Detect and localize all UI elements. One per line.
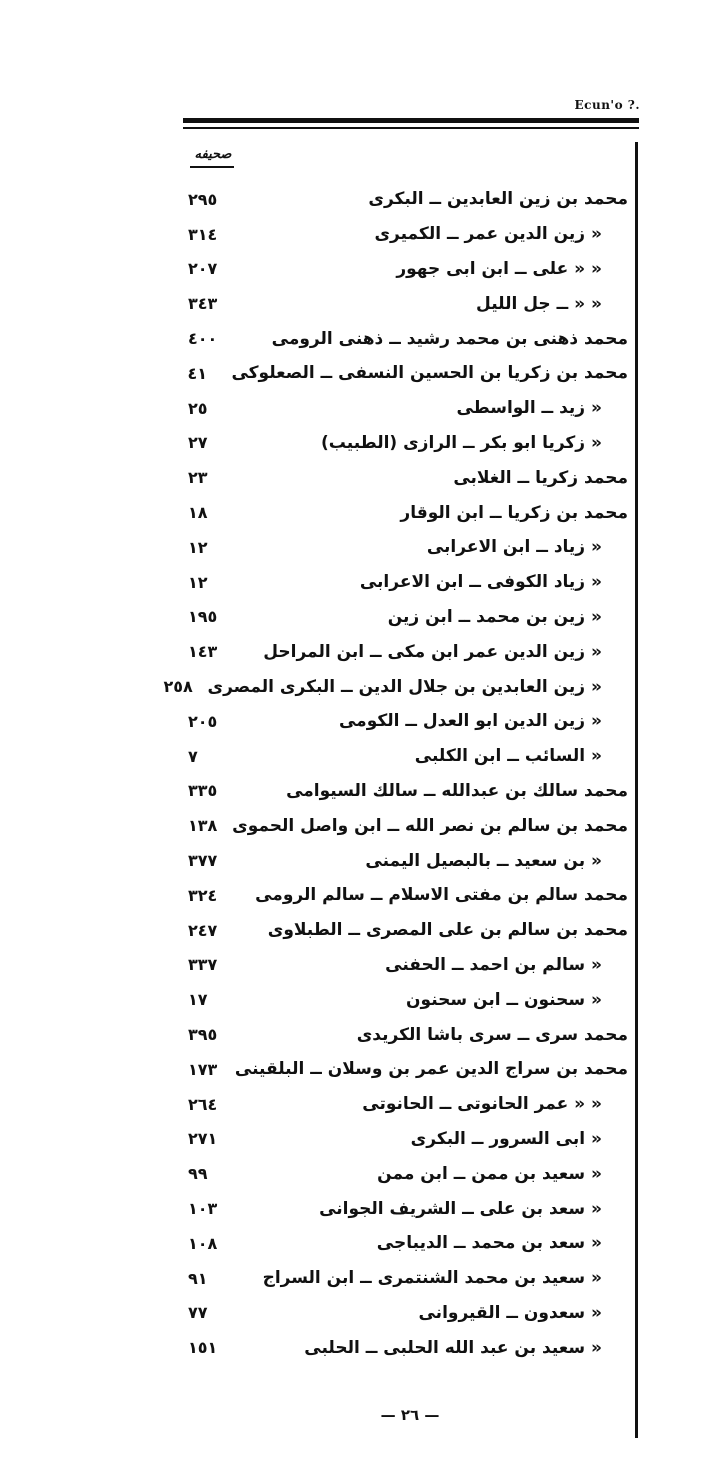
index-entry xyxy=(188,1296,628,1331)
entry-name: محمد سالم بن مفتى الاسلام ــ سالم الرومى xyxy=(255,885,628,906)
entry-page-number: ٧ xyxy=(188,746,198,766)
entry-page-number: ٢٩٥ xyxy=(188,189,218,209)
index-entry xyxy=(188,286,628,321)
index-entry xyxy=(188,391,628,426)
index-entry xyxy=(188,460,628,495)
entry-page-number: ١٣٨ xyxy=(188,816,218,836)
index-list xyxy=(163,182,628,1365)
entry-page-number: ٢٣ xyxy=(188,468,208,488)
entry-name: محمد زكريا ــ الغلابى xyxy=(453,467,628,488)
entry-page-number: ٣٢٤ xyxy=(188,885,218,905)
entry-page-number: ٤٠٠ xyxy=(188,329,218,349)
index-entry xyxy=(188,530,628,565)
entry-name: « « ــ جل الليل xyxy=(476,293,602,314)
index-entry xyxy=(188,948,628,983)
index-entry xyxy=(188,1087,628,1122)
index-entry xyxy=(188,1330,628,1365)
index-entry xyxy=(188,356,628,391)
entry-page-number: ٢٦٤ xyxy=(188,1094,218,1114)
index-entry xyxy=(188,634,628,669)
index-entry xyxy=(188,426,628,461)
index-entry xyxy=(188,1191,628,1226)
entry-page-number: ١٧٣ xyxy=(188,1059,218,1079)
entry-name: « سعد بن محمد ــ الديباجى xyxy=(376,1233,602,1254)
entry-name: « سحنون ــ ابن سحنون xyxy=(406,989,602,1010)
index-entry xyxy=(188,808,628,843)
page-column-header: صحيفه xyxy=(194,147,232,162)
entry-page-number: ٣١٤ xyxy=(188,224,218,244)
entry-name: « زين الدين ابو العدل ــ الكومى xyxy=(338,711,602,732)
entry-name: « سعدون ــ القيروانى xyxy=(418,1302,602,1323)
entry-page-number: ٢٠٥ xyxy=(188,711,218,731)
index-entry xyxy=(188,217,628,252)
entry-page-number: ١٩٥ xyxy=(188,607,218,627)
entry-name: « زين الدين عمر ــ الكميرى xyxy=(374,224,602,245)
right-border-line xyxy=(635,142,638,1438)
entry-page-number: ٧٧ xyxy=(188,1303,208,1323)
entry-name: « سعد بن على ــ الشريف الجوانى xyxy=(319,1198,602,1219)
entry-name: محمد سالك بن عبدالله ــ سالك السيوامى xyxy=(286,780,628,801)
entry-name: « ابى السرور ــ البكرى xyxy=(410,1128,602,1149)
entry-page-number: ١٢ xyxy=(188,537,208,557)
index-entry xyxy=(188,1226,628,1261)
index-entry xyxy=(188,1017,628,1052)
entry-name: محمد بن سالم بن على المصرى ــ الطبلاوى xyxy=(267,920,628,941)
index-entry xyxy=(188,774,628,809)
entry-page-number: ٣٩٥ xyxy=(188,1025,218,1045)
entry-name: « زيد ــ الواسطى xyxy=(456,398,602,419)
index-entry xyxy=(188,1122,628,1157)
index-entry xyxy=(188,565,628,600)
entry-name: « زياد ــ ابن الاعرابى xyxy=(426,537,602,558)
entry-name: « زين العابدين بن جلال الدين ــ البكرى المصرى xyxy=(207,676,602,697)
entry-name: محمد بن سراج الدين عمر بن وسلان ــ البلقينى xyxy=(234,1059,628,1080)
header-rule-thin xyxy=(183,127,639,129)
entry-page-number: ٢٧ xyxy=(188,433,208,453)
index-entry xyxy=(188,252,628,287)
index-entry xyxy=(188,982,628,1017)
entry-name: « سعيد بن محمد الشنتمرى ــ ابن السراج xyxy=(262,1268,602,1289)
entry-page-number: ٣٧٧ xyxy=(188,851,218,871)
index-entry xyxy=(188,1261,628,1296)
index-entry xyxy=(188,1156,628,1191)
index-entry xyxy=(188,182,628,217)
index-entry xyxy=(188,1052,628,1087)
page-number: — ٢٦ — xyxy=(380,1406,440,1424)
entry-page-number: ٢٧١ xyxy=(188,1129,218,1149)
entry-name: « زياد الكوفى ــ ابن الاعرابى xyxy=(359,572,602,593)
entry-page-number: ١٥١ xyxy=(188,1338,218,1358)
entry-page-number: ١٧ xyxy=(188,990,208,1010)
index-entry xyxy=(188,704,628,739)
entry-page-number: ٩٩ xyxy=(188,1164,208,1184)
entry-name: « سعيد بن ممن ــ ابن ممن xyxy=(377,1163,602,1184)
entry-name: « سعيد بن عبد الله الحلبى ــ الحلبى xyxy=(304,1337,602,1358)
index-entry xyxy=(188,495,628,530)
entry-page-number: ١٤٣ xyxy=(188,642,218,662)
entry-name: « زين بن محمد ــ ابن زين xyxy=(387,606,602,627)
entry-name: « « عمر الحانوتى ــ الحانوتى xyxy=(362,1094,602,1115)
entry-page-number: ٣٣٧ xyxy=(188,955,218,975)
index-entry xyxy=(188,600,628,635)
entry-name: محمد بن سالم بن نصر الله ــ ابن واصل الحموى xyxy=(232,815,628,836)
entry-page-number: ٢٤٧ xyxy=(188,920,218,940)
entry-name: « سالم بن احمد ــ الحفنى xyxy=(385,954,602,975)
entry-page-number: ١٨ xyxy=(188,503,208,523)
index-entry xyxy=(188,321,628,356)
entry-name: محمد بن زكريا ــ ابن الوقار xyxy=(400,502,628,523)
entry-page-number: ١٠٨ xyxy=(188,1233,218,1253)
entry-name: « زكريا ابو بكر ــ الرازى (الطبيب) xyxy=(320,432,602,453)
entry-name: محمد بن زين العابدين ــ البكرى xyxy=(368,189,628,210)
entry-name: « « على ــ ابن ابى جهور xyxy=(396,258,602,279)
index-entry xyxy=(188,739,628,774)
entry-page-number: ١٢ xyxy=(188,572,208,592)
entry-name: محمد سرى ــ سرى باشا الكريدى xyxy=(356,1024,628,1045)
entry-name: محمد بن زكريا بن الحسين النسفى ــ الصعلوكى xyxy=(231,363,628,384)
entry-page-number: ٢٠٧ xyxy=(188,259,218,279)
entry-name: « السائب ــ ابن الكلبى xyxy=(414,746,602,767)
entry-page-number: ٤١ xyxy=(187,363,207,383)
index-entry xyxy=(188,878,628,913)
entry-page-number: ٢٥٨ xyxy=(163,677,193,697)
entry-page-number: ٣٣٥ xyxy=(188,781,218,801)
index-entry xyxy=(163,669,628,704)
entry-name: « بن سعيد ــ بالبصيل اليمنى xyxy=(365,850,602,871)
index-entry xyxy=(188,843,628,878)
column-header-underline xyxy=(190,166,234,168)
entry-name: محمد ذهنى بن محمد رشيد ــ ذهنى الرومى xyxy=(271,328,628,349)
header-rule-thick xyxy=(183,118,639,123)
entry-page-number: ١٠٣ xyxy=(188,1199,218,1218)
entry-page-number: ٩١ xyxy=(188,1268,208,1288)
entry-page-number: ٣٤٣ xyxy=(188,294,218,314)
index-entry xyxy=(188,913,628,948)
entry-page-number: ٢٥ xyxy=(188,398,208,418)
entry-name: « زين الدين عمر ابن مكى ــ ابن المراحل xyxy=(263,641,602,662)
header-code: Ecun'o ?. xyxy=(574,98,640,112)
